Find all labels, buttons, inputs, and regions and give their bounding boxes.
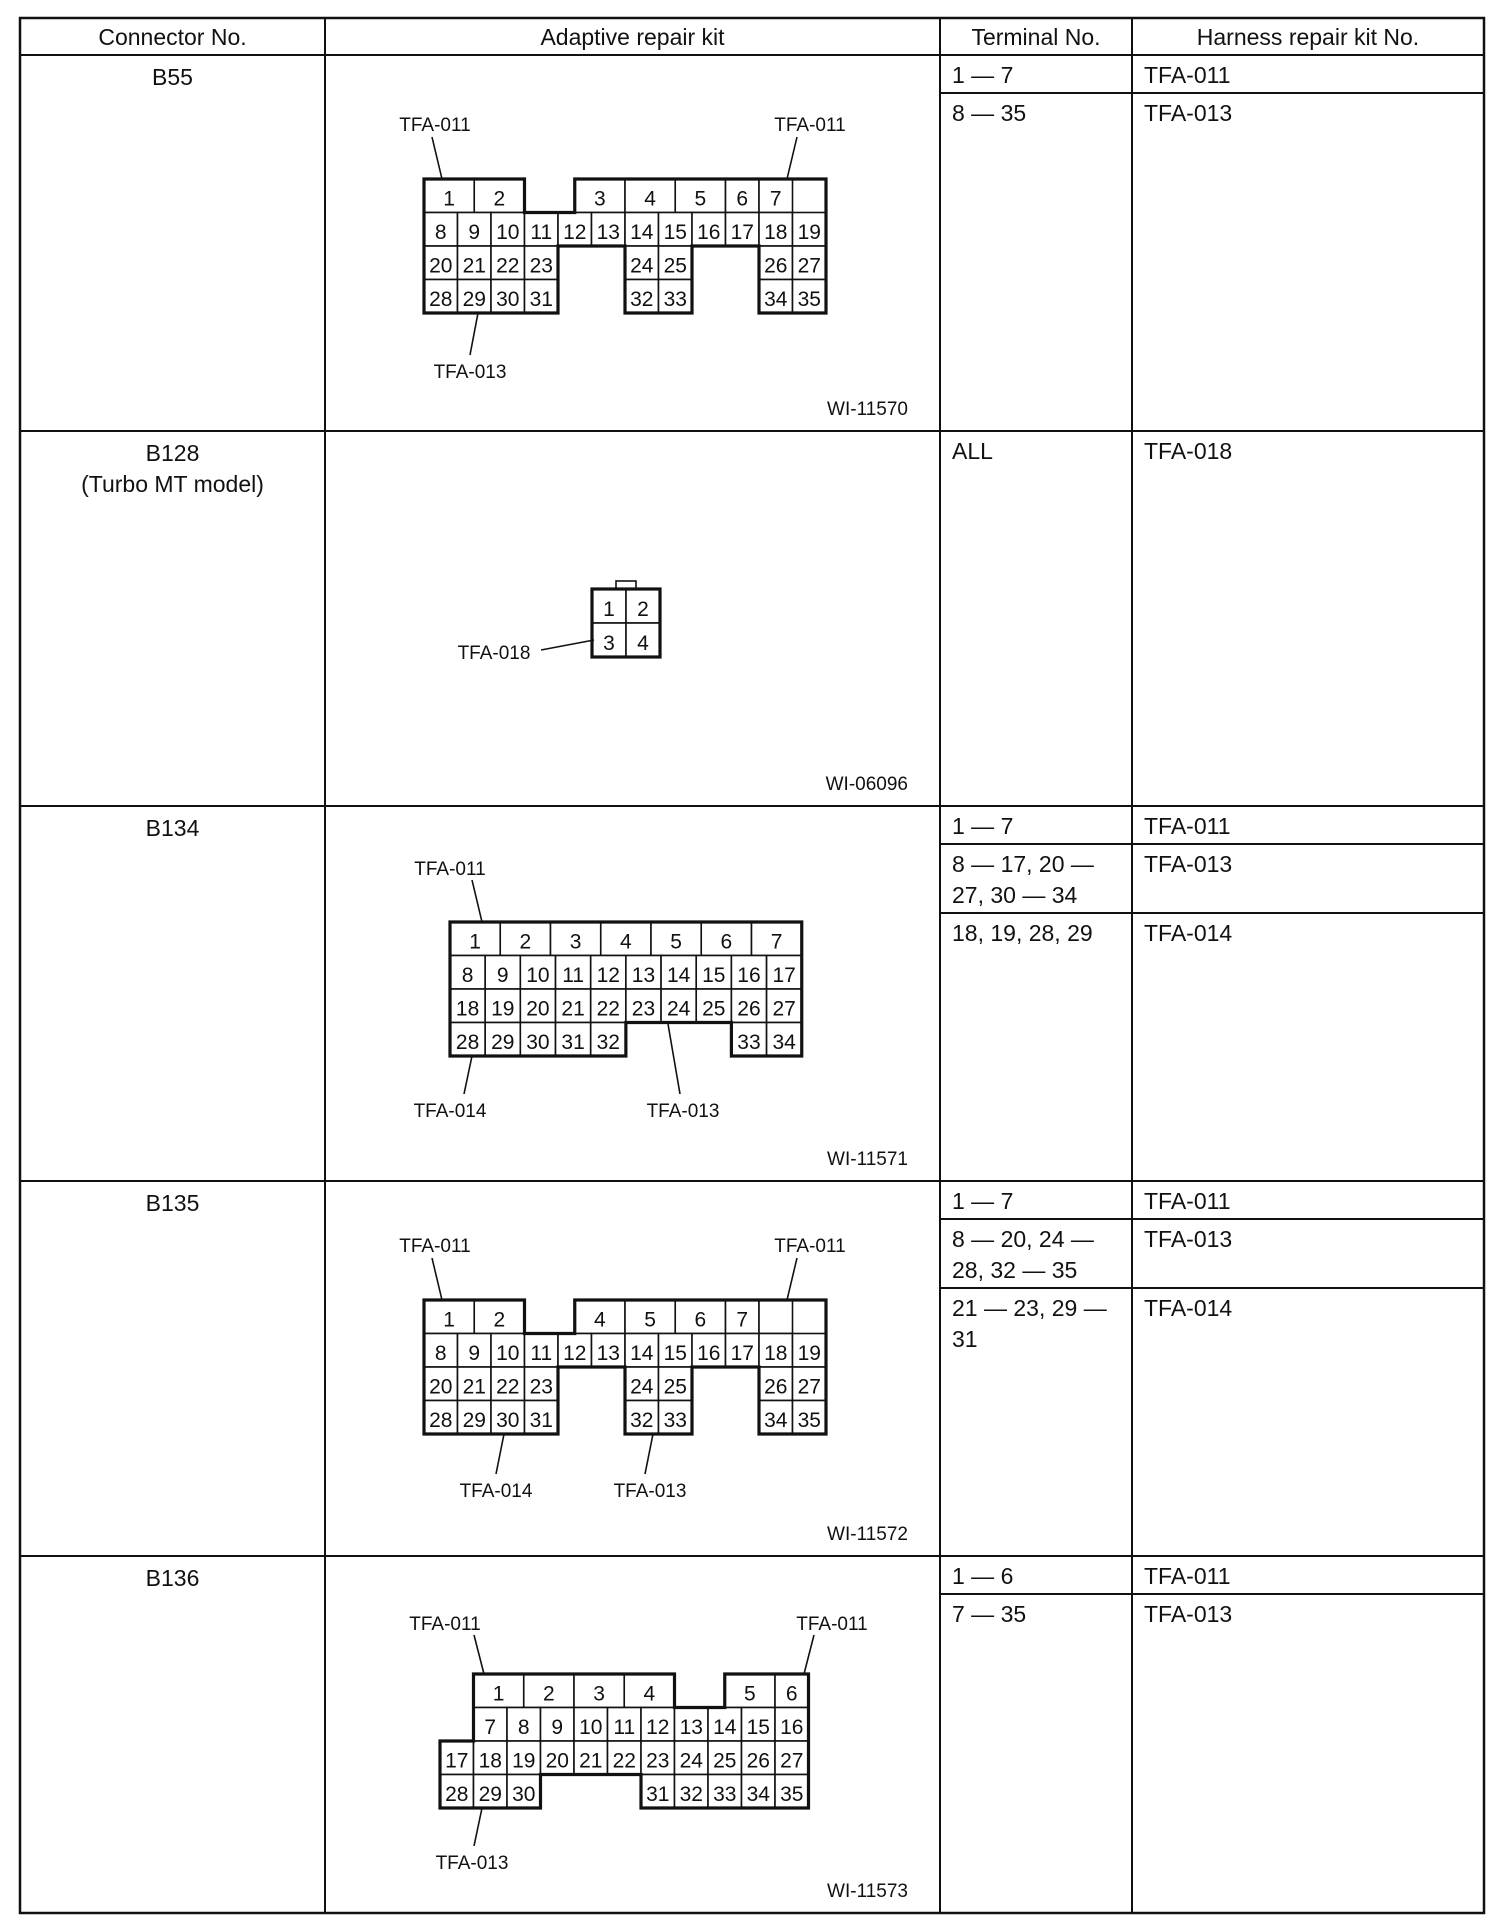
pin-number: 9 — [468, 221, 481, 244]
pin-number: 12 — [596, 964, 620, 987]
pin-number: 20 — [545, 1749, 569, 1773]
leader-line — [432, 1258, 442, 1300]
pin-number: 17 — [730, 221, 754, 244]
pin-number: 3 — [569, 930, 582, 954]
pin-number: 30 — [496, 288, 520, 311]
leader-line — [645, 1434, 653, 1474]
pin-number: 2 — [493, 187, 506, 211]
terminal-range: 1 — 6 — [952, 1563, 1014, 1589]
leader-line — [472, 880, 482, 922]
pin-number: 17 — [730, 1342, 754, 1365]
pin-number: 19 — [797, 221, 821, 244]
pin-number: 22 — [596, 997, 620, 1021]
pin-cell — [759, 1300, 793, 1334]
pin-number: 2 — [637, 598, 649, 621]
pin-number: 31 — [561, 1031, 585, 1054]
pin-number: 16 — [780, 1716, 804, 1739]
pin-number: 14 — [666, 964, 691, 987]
pin-number: 22 — [496, 254, 520, 278]
pin-number: 10 — [526, 964, 550, 987]
callout-label: TFA-011 — [409, 1614, 481, 1635]
pin-number: 19 — [512, 1749, 536, 1773]
table-row — [146, 813, 1484, 1170]
pin-number: 29 — [491, 1031, 515, 1054]
pin-number: 18 — [764, 221, 788, 244]
pin-number: 29 — [462, 288, 486, 311]
pin-number: 4 — [644, 187, 656, 211]
pin-number: 34 — [764, 1409, 788, 1432]
pin-number: 12 — [563, 221, 587, 244]
harness-kit-number: TFA-011 — [1144, 62, 1231, 88]
pin-number: 10 — [496, 1342, 520, 1365]
pin-number: 19 — [797, 1342, 821, 1365]
pin-number: 16 — [697, 221, 721, 244]
pin-number: 2 — [519, 930, 532, 954]
leader-line — [464, 1056, 472, 1094]
pin-number: 18 — [478, 1749, 502, 1773]
pin-number: 5 — [670, 930, 682, 954]
terminal-range: 28, 32 — 35 — [952, 1257, 1078, 1283]
pin-number: 28 — [429, 288, 453, 311]
terminal-range: 1 — 7 — [952, 1188, 1014, 1214]
pin-number: 30 — [526, 1031, 550, 1054]
terminal-range: 27, 30 — 34 — [952, 882, 1078, 908]
pin-number: 27 — [772, 997, 796, 1021]
pin-number: 2 — [543, 1682, 555, 1706]
harness-kit-number: TFA-011 — [1144, 813, 1231, 839]
connector-diagram — [414, 859, 802, 1122]
callout-label: TFA-018 — [457, 643, 531, 664]
pin-number: 16 — [737, 964, 761, 987]
pin-number: 15 — [702, 964, 726, 987]
leader-line — [470, 313, 478, 355]
callout-label: TFA-011 — [399, 115, 471, 136]
figure-code: WI-11573 — [827, 1881, 908, 1902]
leader-line — [668, 1024, 680, 1094]
pin-number: 16 — [697, 1342, 721, 1365]
pin-number: 26 — [764, 254, 788, 278]
pin-number: 23 — [529, 254, 553, 278]
pin-number: 3 — [593, 1682, 605, 1706]
pin-number: 35 — [797, 1409, 821, 1432]
pin-number: 32 — [630, 1409, 654, 1432]
pin-number: 31 — [646, 1783, 670, 1806]
pin-number: 32 — [679, 1783, 703, 1806]
pin-number: 17 — [772, 964, 796, 987]
pin-number: 13 — [596, 1342, 620, 1365]
pin-number: 25 — [663, 254, 687, 278]
harness-kit-number: TFA-018 — [1144, 438, 1233, 464]
pin-number: 20 — [429, 254, 453, 278]
pin-number: 4 — [620, 930, 632, 954]
pin-number: 7 — [484, 1716, 497, 1739]
pin-number: 24 — [679, 1749, 703, 1773]
pin-number: 28 — [445, 1783, 469, 1806]
pin-number: 35 — [780, 1783, 804, 1806]
terminal-range: 21 — 23, 29 — — [952, 1295, 1107, 1321]
pin-number: 20 — [526, 997, 550, 1021]
figure-code: WI-11572 — [827, 1524, 908, 1545]
pin-number: 23 — [646, 1749, 670, 1773]
leader-line — [804, 1635, 814, 1674]
pin-number: 35 — [797, 288, 821, 311]
pin-number: 21 — [462, 1375, 486, 1399]
pin-number: 8 — [434, 221, 447, 244]
pin-number: 6 — [694, 1308, 707, 1332]
pin-number: 15 — [746, 1716, 770, 1739]
pin-number: 13 — [596, 221, 620, 244]
pin-number: 4 — [637, 632, 649, 655]
pin-number: 8 — [461, 964, 474, 987]
terminal-range: 1 — 7 — [952, 813, 1014, 839]
connector-diagram — [458, 581, 660, 664]
callout-label: TFA-011 — [774, 1236, 846, 1257]
pin-number: 29 — [462, 1409, 486, 1432]
leader-line — [787, 1258, 797, 1300]
harness-kit-number: TFA-013 — [1144, 851, 1233, 877]
pin-number: 33 — [713, 1783, 737, 1806]
leader-line — [474, 1635, 484, 1674]
pin-number: 19 — [491, 997, 515, 1021]
pin-number: 14 — [630, 221, 654, 244]
connector-diagram — [399, 115, 845, 383]
pin-number: 13 — [679, 1716, 703, 1739]
connector-number: B128 — [145, 440, 200, 466]
pin-number: 18 — [764, 1342, 788, 1365]
pin-number: 25 — [663, 1375, 687, 1399]
leader-line — [474, 1808, 482, 1846]
pin-number: 8 — [517, 1716, 530, 1739]
pin-number: 7 — [770, 930, 783, 954]
figure-code: WI-06096 — [825, 774, 908, 795]
pin-number: 1 — [492, 1682, 505, 1706]
pin-number: 34 — [772, 1031, 796, 1054]
column-header: Adaptive repair kit — [540, 24, 725, 50]
pin-number: 12 — [646, 1716, 670, 1739]
figure-code: WI-11571 — [827, 1149, 908, 1170]
pin-number: 27 — [780, 1749, 804, 1773]
harness-kit-number: TFA-014 — [1144, 1295, 1233, 1321]
harness-kit-number: TFA-011 — [1144, 1563, 1231, 1589]
pin-number: 1 — [443, 187, 455, 211]
connector-number: B55 — [152, 64, 193, 90]
pin-number: 26 — [764, 1375, 788, 1399]
pin-number: 1 — [443, 1308, 455, 1332]
pin-number: 34 — [746, 1783, 770, 1806]
pin-number: 33 — [663, 1409, 687, 1432]
pin-number: 32 — [596, 1031, 620, 1054]
terminal-range: 8 — 17, 20 — — [952, 851, 1094, 877]
pin-number: 21 — [579, 1749, 603, 1773]
pin-number: 27 — [797, 1375, 821, 1399]
terminal-range: ALL — [952, 438, 993, 464]
connector-number: B136 — [145, 1565, 200, 1591]
pin-number: 34 — [764, 288, 788, 311]
pin-number: 15 — [663, 1342, 687, 1365]
pin-number: 26 — [737, 997, 761, 1021]
pin-number: 7 — [769, 187, 782, 211]
terminal-range: 8 — 35 — [952, 100, 1027, 126]
connector-note: (Turbo MT model) — [81, 471, 264, 497]
pin-number: 5 — [694, 187, 707, 211]
callout-label: TFA-013 — [646, 1101, 720, 1122]
pin-number: 23 — [529, 1375, 553, 1399]
pin-number: 15 — [663, 221, 687, 244]
pin-number: 27 — [797, 254, 821, 278]
callout-label: TFA-013 — [435, 1853, 509, 1874]
column-header: Connector No. — [98, 24, 247, 50]
pin-number: 2 — [493, 1308, 506, 1332]
leader-line — [432, 137, 442, 179]
pin-number: 10 — [496, 221, 520, 244]
pin-number: 1 — [469, 930, 481, 954]
pin-number: 6 — [720, 930, 733, 954]
callout-label: TFA-014 — [459, 1481, 533, 1502]
column-header: Terminal No. — [971, 24, 1101, 50]
pin-number: 24 — [630, 1375, 654, 1399]
pin-number: 14 — [630, 1342, 654, 1365]
harness-kit-number: TFA-013 — [1144, 1226, 1233, 1252]
pin-number: 22 — [496, 1375, 520, 1399]
leader-line — [787, 137, 797, 179]
callout-label: TFA-013 — [613, 1481, 687, 1502]
pin-number: 14 — [713, 1716, 737, 1739]
pin-number: 26 — [746, 1749, 770, 1773]
harness-kit-number: TFA-014 — [1144, 920, 1233, 946]
terminal-range: 1 — 7 — [952, 62, 1014, 88]
pin-number: 17 — [445, 1749, 469, 1773]
pin-number: 28 — [455, 1031, 480, 1054]
pin-number: 4 — [643, 1682, 656, 1706]
harness-kit-number: TFA-011 — [1144, 1188, 1231, 1214]
leader-line — [496, 1434, 504, 1474]
figure-code: WI-11570 — [827, 399, 908, 420]
pin-number: 11 — [562, 964, 585, 987]
pin-number: 9 — [551, 1716, 564, 1739]
callout-label: TFA-014 — [413, 1101, 487, 1122]
leader-line — [541, 640, 594, 650]
callout-label: TFA-011 — [796, 1614, 868, 1635]
pin-number: 11 — [530, 221, 553, 244]
pin-number: 31 — [529, 1409, 553, 1432]
terminal-range: 7 — 35 — [952, 1601, 1027, 1627]
terminal-range: 31 — [952, 1326, 978, 1352]
pin-number: 11 — [530, 1342, 553, 1365]
pin-number: 4 — [594, 1308, 606, 1332]
pin-number: 11 — [613, 1716, 636, 1739]
pin-number: 20 — [429, 1375, 453, 1399]
terminal-range: 8 — 20, 24 — — [952, 1226, 1094, 1252]
pin-number: 21 — [462, 254, 486, 278]
callout-label: TFA-011 — [774, 115, 846, 136]
pin-number: 24 — [630, 254, 654, 278]
pin-number: 9 — [496, 964, 509, 987]
pin-number: 6 — [736, 187, 749, 211]
pin-number: 25 — [713, 1749, 737, 1773]
column-header: Harness repair kit No. — [1196, 24, 1420, 50]
pin-number: 29 — [478, 1783, 502, 1806]
pin-number: 31 — [529, 288, 553, 311]
pin-number: 12 — [563, 1342, 587, 1365]
pin-number: 33 — [663, 288, 687, 311]
pin-number: 18 — [455, 997, 480, 1021]
pin-number: 13 — [631, 964, 656, 987]
pin-number: 22 — [612, 1749, 636, 1773]
connector-number: B135 — [145, 1190, 200, 1216]
pin-number: 3 — [603, 632, 615, 655]
harness-kit-number: TFA-013 — [1144, 1601, 1233, 1627]
harness-kit-number: TFA-013 — [1144, 100, 1233, 126]
callout-label: TFA-011 — [399, 1236, 471, 1257]
connector-diagram — [399, 1236, 845, 1502]
table-header — [98, 24, 1419, 50]
pin-number: 8 — [434, 1342, 447, 1365]
pin-number: 6 — [785, 1682, 798, 1706]
pin-number: 33 — [737, 1031, 761, 1054]
pin-number: 3 — [594, 187, 606, 211]
connector-number: B134 — [145, 815, 200, 841]
pin-number: 21 — [561, 997, 585, 1021]
terminal-range: 18, 19, 28, 29 — [952, 920, 1093, 946]
pin-number: 23 — [631, 997, 656, 1021]
callout-label: TFA-011 — [414, 859, 486, 880]
pin-number: 1 — [603, 598, 615, 621]
pin-number: 9 — [468, 1342, 481, 1365]
pin-number: 32 — [630, 288, 654, 311]
connector-diagram — [409, 1614, 867, 1874]
pin-number: 30 — [496, 1409, 520, 1432]
pin-number: 28 — [429, 1409, 453, 1432]
callout-label: TFA-013 — [433, 362, 507, 383]
pin-number: 5 — [644, 1308, 656, 1332]
pin-number: 30 — [512, 1783, 536, 1806]
pin-number: 5 — [744, 1682, 756, 1706]
pin-number: 7 — [736, 1308, 749, 1332]
pin-number: 24 — [666, 997, 691, 1021]
pin-number: 25 — [702, 997, 726, 1021]
pin-number: 10 — [579, 1716, 603, 1739]
